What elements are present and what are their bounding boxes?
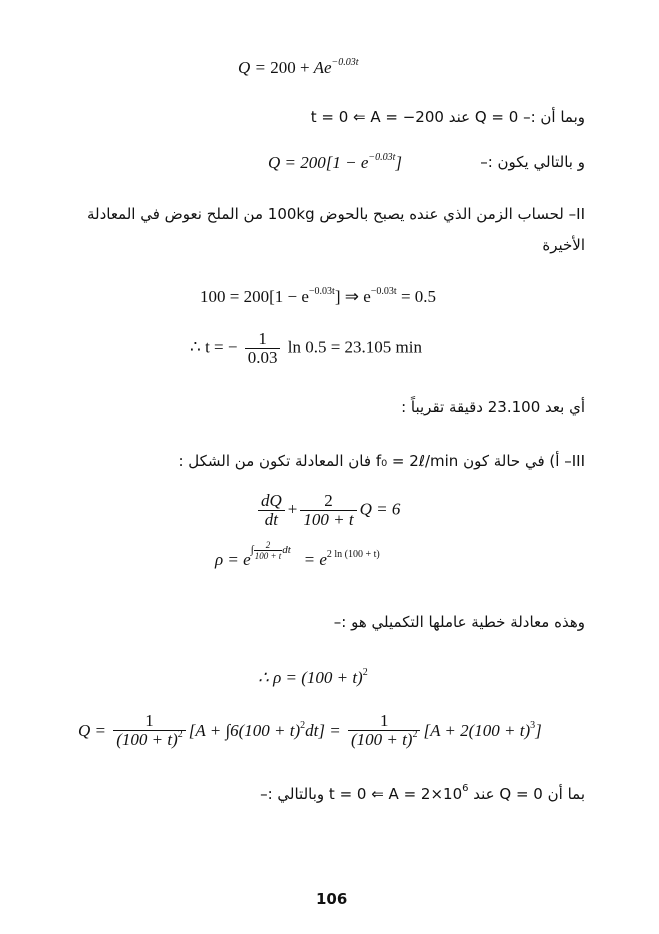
section-ii-line1: II– لحساب الزمن الذي عنده يصبح بالحوض 100kg من الملح نعوض في المعادلة	[86, 205, 585, 223]
page-number: 106	[316, 890, 348, 908]
section-ii-line2: الأخيرة	[542, 236, 585, 254]
text-initial-condition: وبما أن :– Q = 0 عند t = 0 ⇐ A = −200	[310, 108, 585, 126]
text-therefore: و بالتالي يكون :–	[480, 153, 585, 171]
text-linear-equation: وهذه معادلة خطية عاملها التكميلي هو :–	[333, 613, 585, 631]
equation-rho: ∴ $\rho = (100 + t)^2$	[258, 667, 368, 687]
equation-integrating-factor: $\rho = e^{\int \frac{2}{100 + t} dt}$ = $e^{2 ln (100 + t)}$	[215, 539, 380, 569]
equation-q-general: $Q = 200 + Ae^{-0.03t}$	[238, 57, 359, 77]
section-iii-text: III– أ) في حالة كون f₀ = 2ℓ/min فان المعادلة تكون من الشكل :	[178, 452, 585, 470]
text-constant-a: بما أن Q = 0 عند t = 0 ⇐ $A = 2\times 10^6$ وبالتالي :–	[260, 783, 585, 803]
equation-hundred-kg: $100 = 200[1 - e^{-0.03t}]$ ⇒ $e^{-0.03t} = 0.5$	[200, 286, 437, 306]
equation-time: ∴ t = − $\frac{1}{0.03}$ ln 0.5 = 23.105 min	[190, 329, 422, 367]
equation-differential: $\frac{dQ}{dt}$ + $\frac{2}{100 + t}$ Q = 6	[255, 492, 400, 529]
equation-q-final: Q = $\frac{1}{(100 + t)^2}$ $[A + \int 6(100 + t)^2dt]$ = $\frac{1}{(100 + t)^2}$ $[A + 2(100 + t)^3]$	[78, 711, 542, 749]
text-approx-time: أي بعد 23.100 دقيقة تقريباً :	[401, 398, 585, 416]
equation-q-solution: $Q = 200[1 - e^{-0.03t}]$	[268, 152, 403, 172]
